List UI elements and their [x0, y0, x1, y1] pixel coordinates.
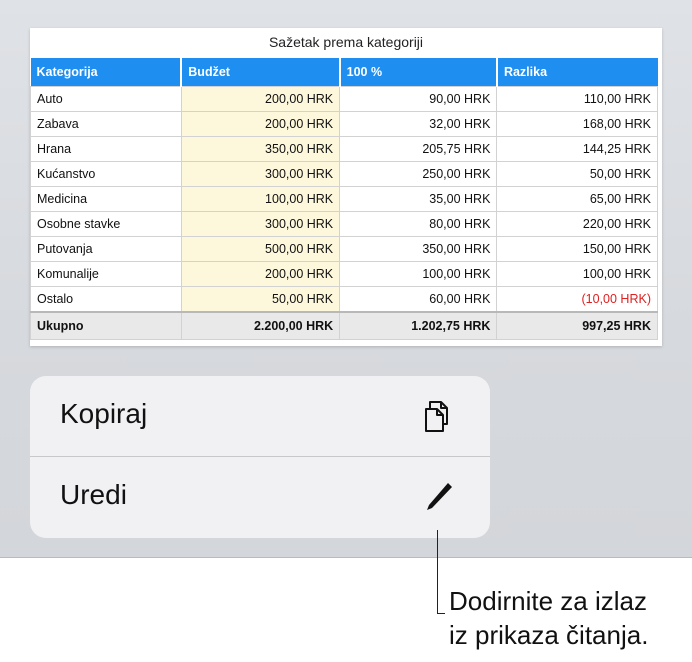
table-row [31, 287, 658, 313]
actual-cell: 90,00 HRK [340, 87, 497, 112]
budget-cell: 300,00 HRK [181, 212, 339, 237]
menu-item-edit-label: Uredi [60, 479, 127, 510]
category-cell: Zabava [31, 112, 182, 137]
callout-text [449, 584, 648, 652]
callout-line-1: Dodirnite za izlaz [449, 586, 647, 616]
actual-cell: 250,00 HRK [340, 162, 497, 187]
table-row [31, 237, 658, 262]
category-cell: Auto [31, 87, 182, 112]
total-difference: 997,25 HRK [497, 312, 658, 340]
category-cell: Kućanstvo [31, 162, 182, 187]
actual-cell: 205,75 HRK [340, 137, 497, 162]
budget-cell: 500,00 HRK [181, 237, 339, 262]
actual-cell: 32,00 HRK [340, 112, 497, 137]
table-row [31, 137, 658, 162]
table-row [31, 162, 658, 187]
difference-cell-negative: (10,00 HRK) [497, 287, 658, 313]
total-label: Ukupno [31, 312, 182, 340]
header-category: Kategorija [31, 58, 182, 87]
actual-cell: 80,00 HRK [340, 212, 497, 237]
table-row [31, 262, 658, 287]
budget-cell: 350,00 HRK [181, 137, 339, 162]
difference-cell: 110,00 HRK [497, 87, 658, 112]
pencil-icon [418, 477, 458, 517]
category-cell: Medicina [31, 187, 182, 212]
difference-cell: 168,00 HRK [497, 112, 658, 137]
spreadsheet-preview [30, 28, 662, 346]
category-cell: Osobne stavke [31, 212, 182, 237]
actual-cell: 100,00 HRK [340, 262, 497, 287]
difference-cell: 65,00 HRK [497, 187, 658, 212]
budget-cell: 300,00 HRK [181, 162, 339, 187]
callout-line [437, 530, 438, 614]
table-header-row [31, 58, 658, 87]
budget-cell: 200,00 HRK [181, 87, 339, 112]
context-menu [30, 376, 490, 538]
callout-line-2: iz prikaza čitanja. [449, 620, 649, 650]
total-budget: 2.200,00 HRK [181, 312, 339, 340]
difference-cell: 50,00 HRK [497, 162, 658, 187]
category-cell: Putovanja [31, 237, 182, 262]
header-budget: Budžet [181, 58, 339, 87]
menu-item-edit[interactable] [30, 457, 490, 537]
table-row [31, 112, 658, 137]
table-row [31, 187, 658, 212]
category-cell: Hrana [31, 137, 182, 162]
summary-table [30, 58, 658, 340]
copy-icon [418, 396, 458, 436]
actual-cell: 35,00 HRK [340, 187, 497, 212]
header-actual: 100 % [340, 58, 497, 87]
header-difference: Razlika [497, 58, 658, 87]
menu-item-copy[interactable] [30, 376, 490, 457]
budget-cell: 200,00 HRK [181, 262, 339, 287]
menu-item-copy-label: Kopiraj [60, 398, 148, 429]
callout-tick [437, 613, 445, 614]
budget-cell: 100,00 HRK [181, 187, 339, 212]
category-cell: Komunalije [31, 262, 182, 287]
difference-cell: 100,00 HRK [497, 262, 658, 287]
table-row [31, 87, 658, 112]
category-cell: Ostalo [31, 287, 182, 313]
difference-cell: 220,00 HRK [497, 212, 658, 237]
total-actual: 1.202,75 HRK [340, 312, 497, 340]
difference-cell: 150,00 HRK [497, 237, 658, 262]
budget-cell: 200,00 HRK [181, 112, 339, 137]
actual-cell: 350,00 HRK [340, 237, 497, 262]
actual-cell: 60,00 HRK [340, 287, 497, 313]
table-row [31, 212, 658, 237]
budget-cell: 50,00 HRK [181, 287, 339, 313]
sheet-title: Sažetak prema kategoriji [268, 34, 424, 50]
difference-cell: 144,25 HRK [497, 137, 658, 162]
total-row [31, 312, 658, 340]
